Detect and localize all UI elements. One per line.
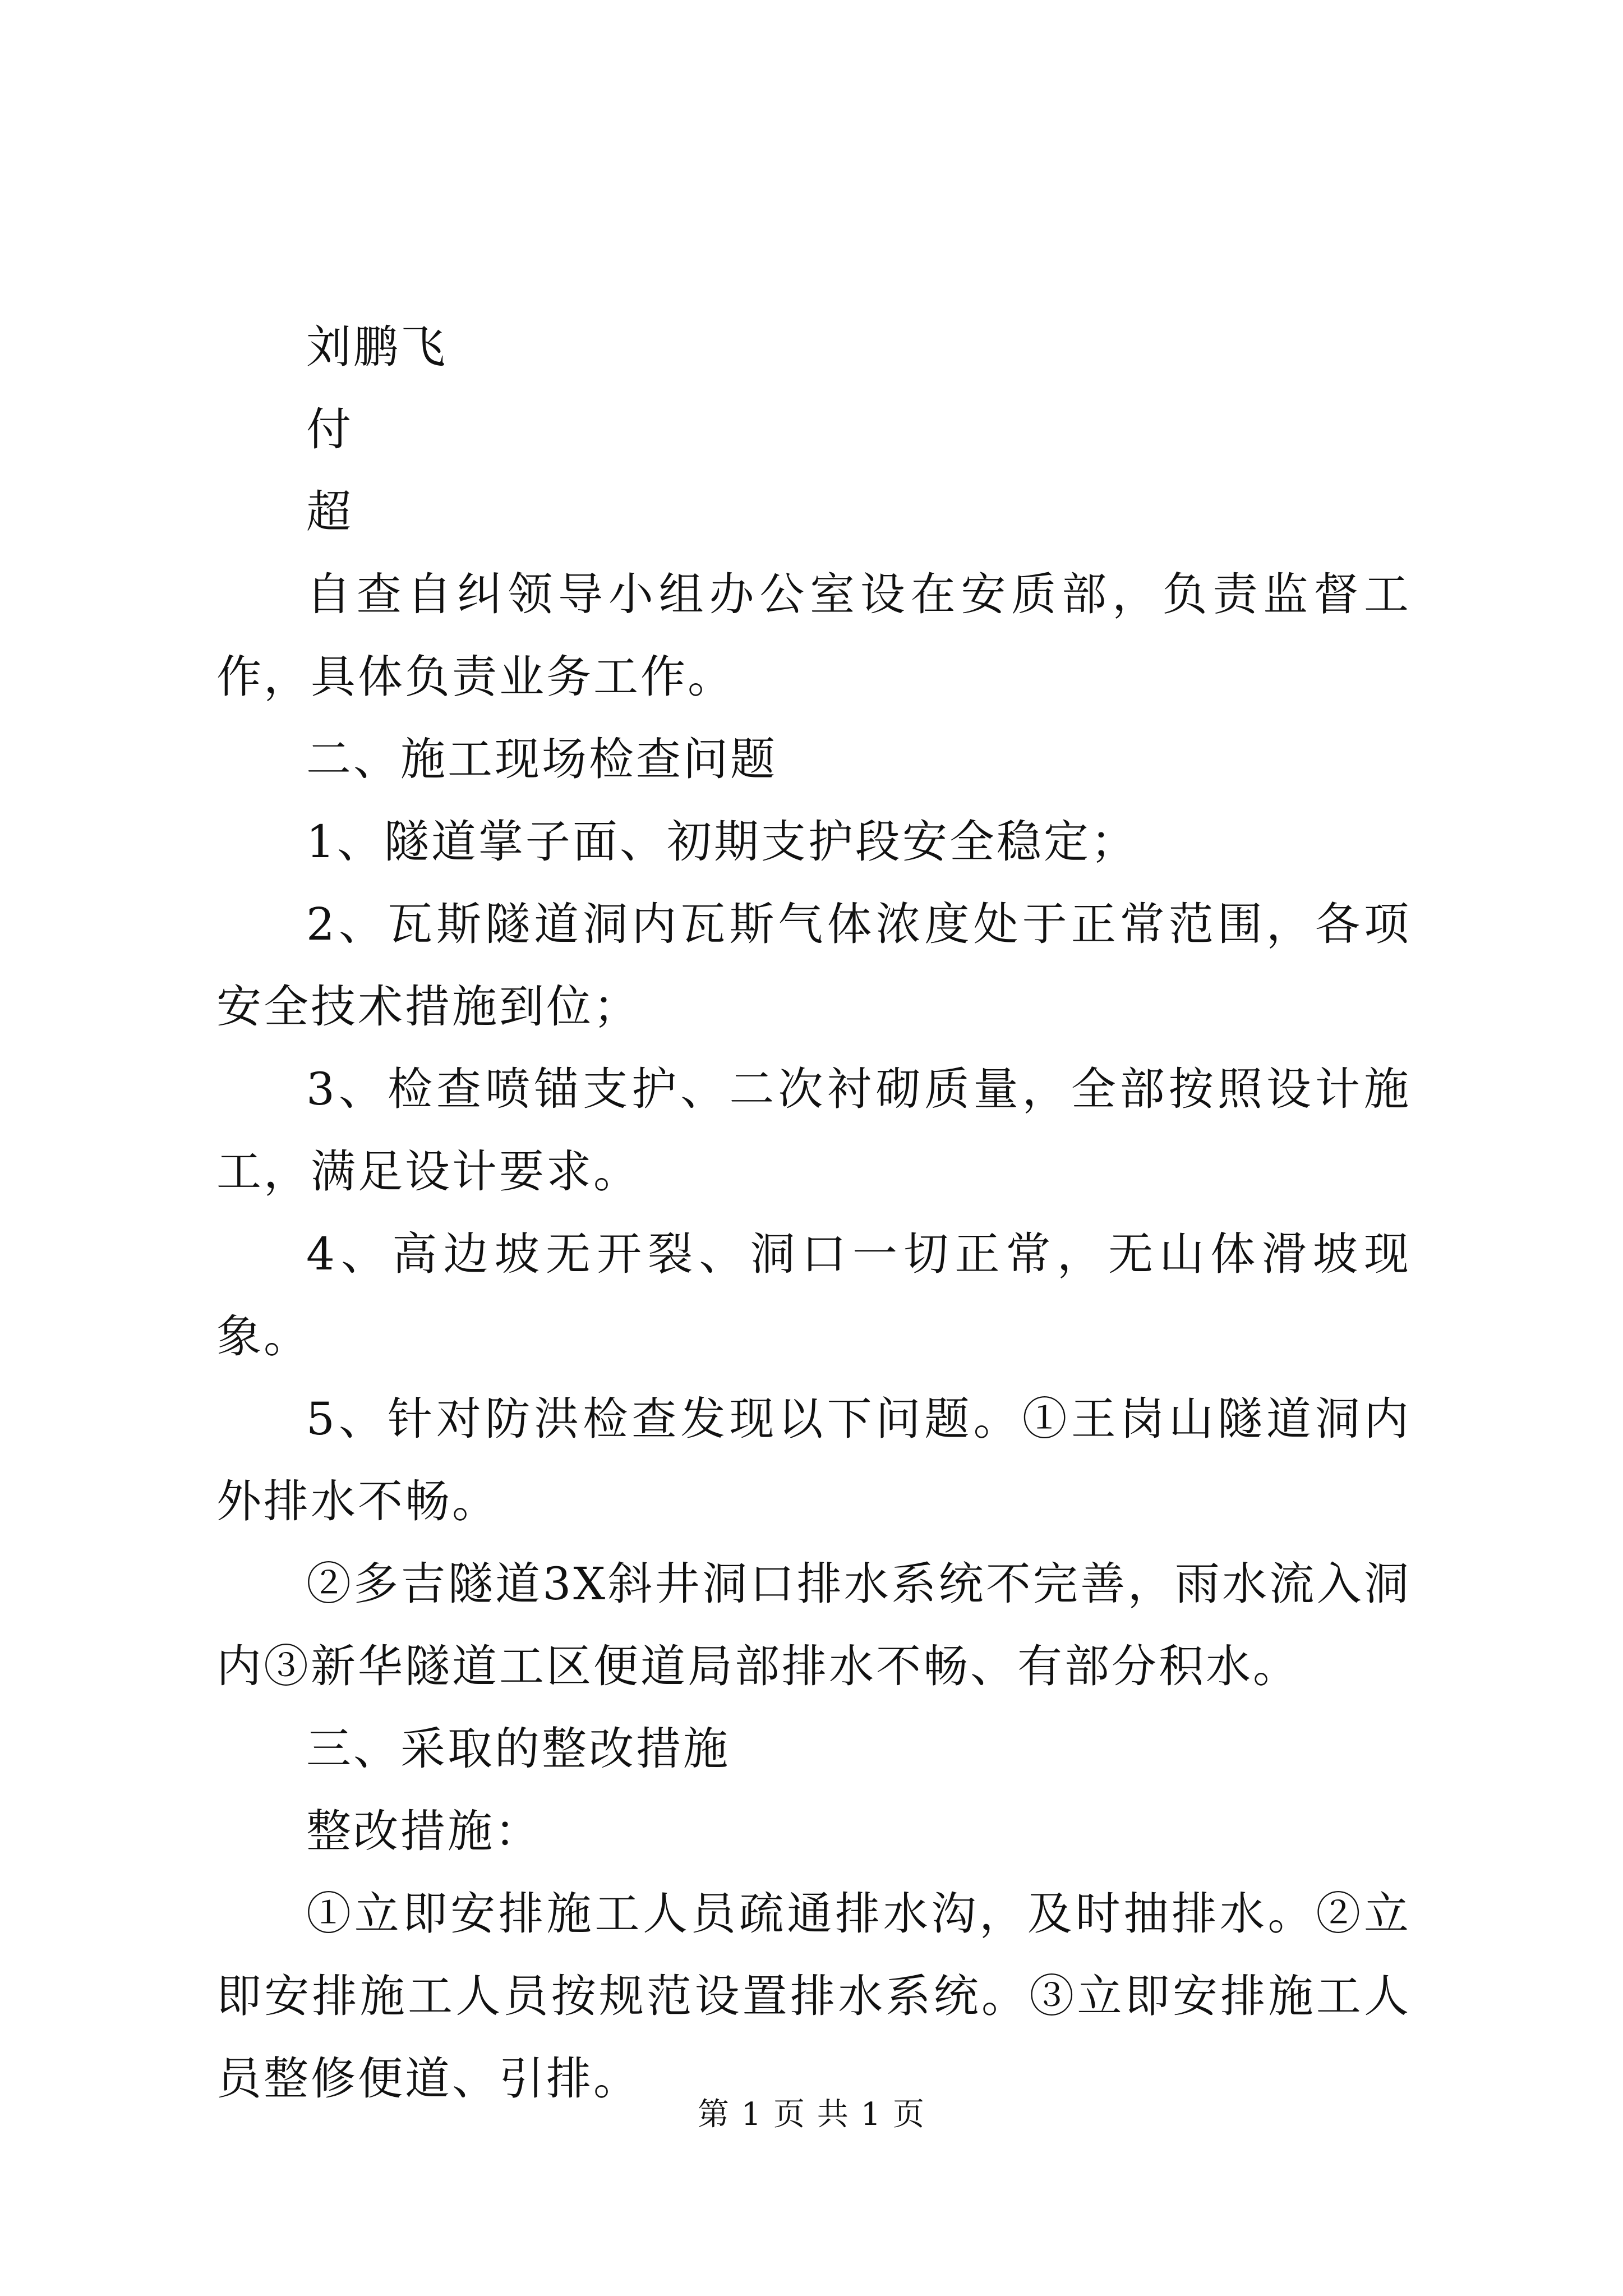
list-item-3: 3、检查喷锚支护、二次衬砌质量，全部按照设计施工，满足设计要求。 [216, 1063, 1411, 1198]
section-heading-3: 三、采取的整改措施 [306, 1723, 730, 1775]
page-footer: 第 1 页 共 1 页 [697, 2096, 926, 2133]
measures-text: ①立即安排施工人员疏通排水沟，及时抽排水。②立即安排施工人员按规范设置排水系统。③立即安排施工人员整修便道、引排。 [216, 1888, 1411, 2105]
paragraph-name-2: 付 [306, 403, 353, 455]
list-item-4: 4、高边坡无开裂、洞口一切正常，无山体滑坡现象。 [216, 1228, 1411, 1363]
list-item-5: 5、针对防洪检查发现以下问题。①王岗山隧道洞内外排水不畅。 [216, 1393, 1411, 1527]
paragraph-name-3: 超 [306, 486, 353, 538]
list-item-5-continued: ②多吉隧道3X斜井洞口排水系统不完善，雨水流入洞内③新华隧道工区便道局部排水不畅、有部分积水。 [216, 1558, 1411, 1692]
list-item-2: 2、瓦斯隧道洞内瓦斯气体浓度处于正常范围，各项安全技术措施到位； [216, 898, 1411, 1033]
document-body [216, 306, 1411, 2120]
paragraph-office: 自查自纠领导小组办公室设在安质部，负责监督工作，具体负责业务工作。 [216, 568, 1411, 703]
section-heading-2: 二、施工现场检查问题 [306, 733, 777, 785]
list-item-1: 1、隧道掌子面、初期支护段安全稳定； [306, 816, 1138, 868]
measures-label: 整改措施： [306, 1805, 542, 1857]
paragraph-name-1: 刘鹏飞 [306, 321, 448, 373]
